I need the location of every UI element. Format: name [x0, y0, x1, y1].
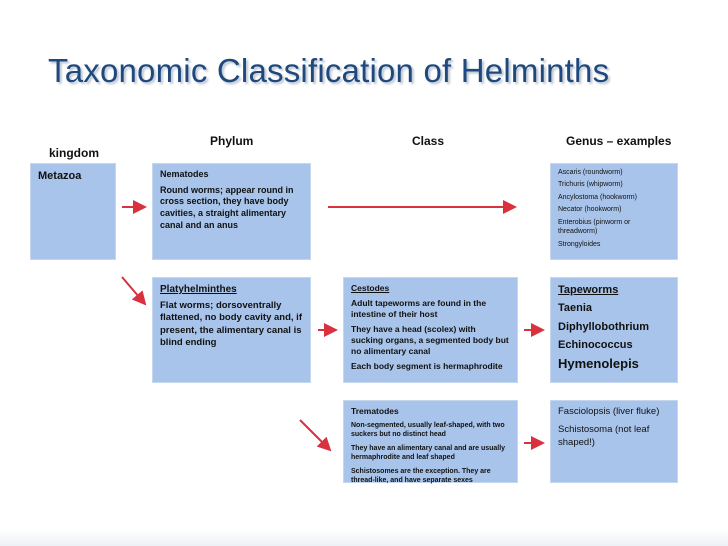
- genus-item: Ascaris (roundworm): [558, 169, 623, 176]
- class-name: Cestodes: [351, 283, 390, 293]
- genus-group-name: Tapeworms: [558, 284, 619, 296]
- slide-footer-bar: [0, 528, 728, 546]
- genus-item: Diphyllobothrium: [558, 320, 650, 333]
- phylum-description: Round worms; appear round in cross section, they have body cavities, a straight alimentary canal and an anus: [160, 184, 294, 230]
- phylum-name: Nematodes: [160, 169, 209, 179]
- class-text: They have an alimentary canal and are usually hermaphrodite and leaf shaped: [351, 444, 506, 462]
- header-class: Class: [412, 134, 445, 148]
- class-text: Each body segment is hermaphrodite: [351, 361, 503, 372]
- genus-item: Trichuris (whipworm): [558, 181, 623, 189]
- genus-item: Echinococcus: [558, 338, 633, 351]
- genus-item: Fasciolopsis (liver fluke): [558, 406, 660, 417]
- page-title: Taxonomic Classification of Helminths: [48, 52, 610, 89]
- class-text: Non-segmented, usually leaf-shaped, with two suckers but no distinct head: [351, 422, 505, 439]
- class-text: Adult tapeworms are found in the intestine of their host: [351, 298, 487, 320]
- class-text: Schistosomes are the exception. They are thread-like, and have separate sexes: [351, 467, 491, 485]
- genus-item: Schistosoma (not leaf shaped!): [558, 424, 650, 448]
- class-text: They have a head (scolex) with sucking organs, a segmented body but no alimentary canal: [351, 324, 509, 357]
- arrow-platyhelminthes-trematodes: [300, 420, 330, 450]
- arrow-metazoa-platyhelminthes: [122, 277, 145, 304]
- genus-item: Ancylostoma (hookworm): [558, 193, 637, 201]
- genus-item: Taenia: [558, 302, 593, 315]
- phylum-name: Platyhelminthes: [160, 284, 237, 295]
- header-kingdom: kingdom: [49, 146, 99, 160]
- header-phylum: Phylum: [210, 134, 254, 148]
- genus-item: Hymenolepis: [558, 356, 639, 372]
- phylum-description: Flat worms; dorsoventrally flattened, no body cavity and, if present, the alimentary canal is blind ending: [160, 300, 302, 349]
- genus-item: Enterobius (pinworm or threadworm): [558, 218, 631, 236]
- header-genus: Genus – examples: [566, 134, 672, 148]
- genus-item: Strongyloides: [558, 240, 601, 248]
- class-name: Trematodes: [351, 406, 399, 416]
- kingdom-name: Metazoa: [38, 170, 82, 182]
- genus-item: Necator (hookworm): [558, 206, 622, 214]
